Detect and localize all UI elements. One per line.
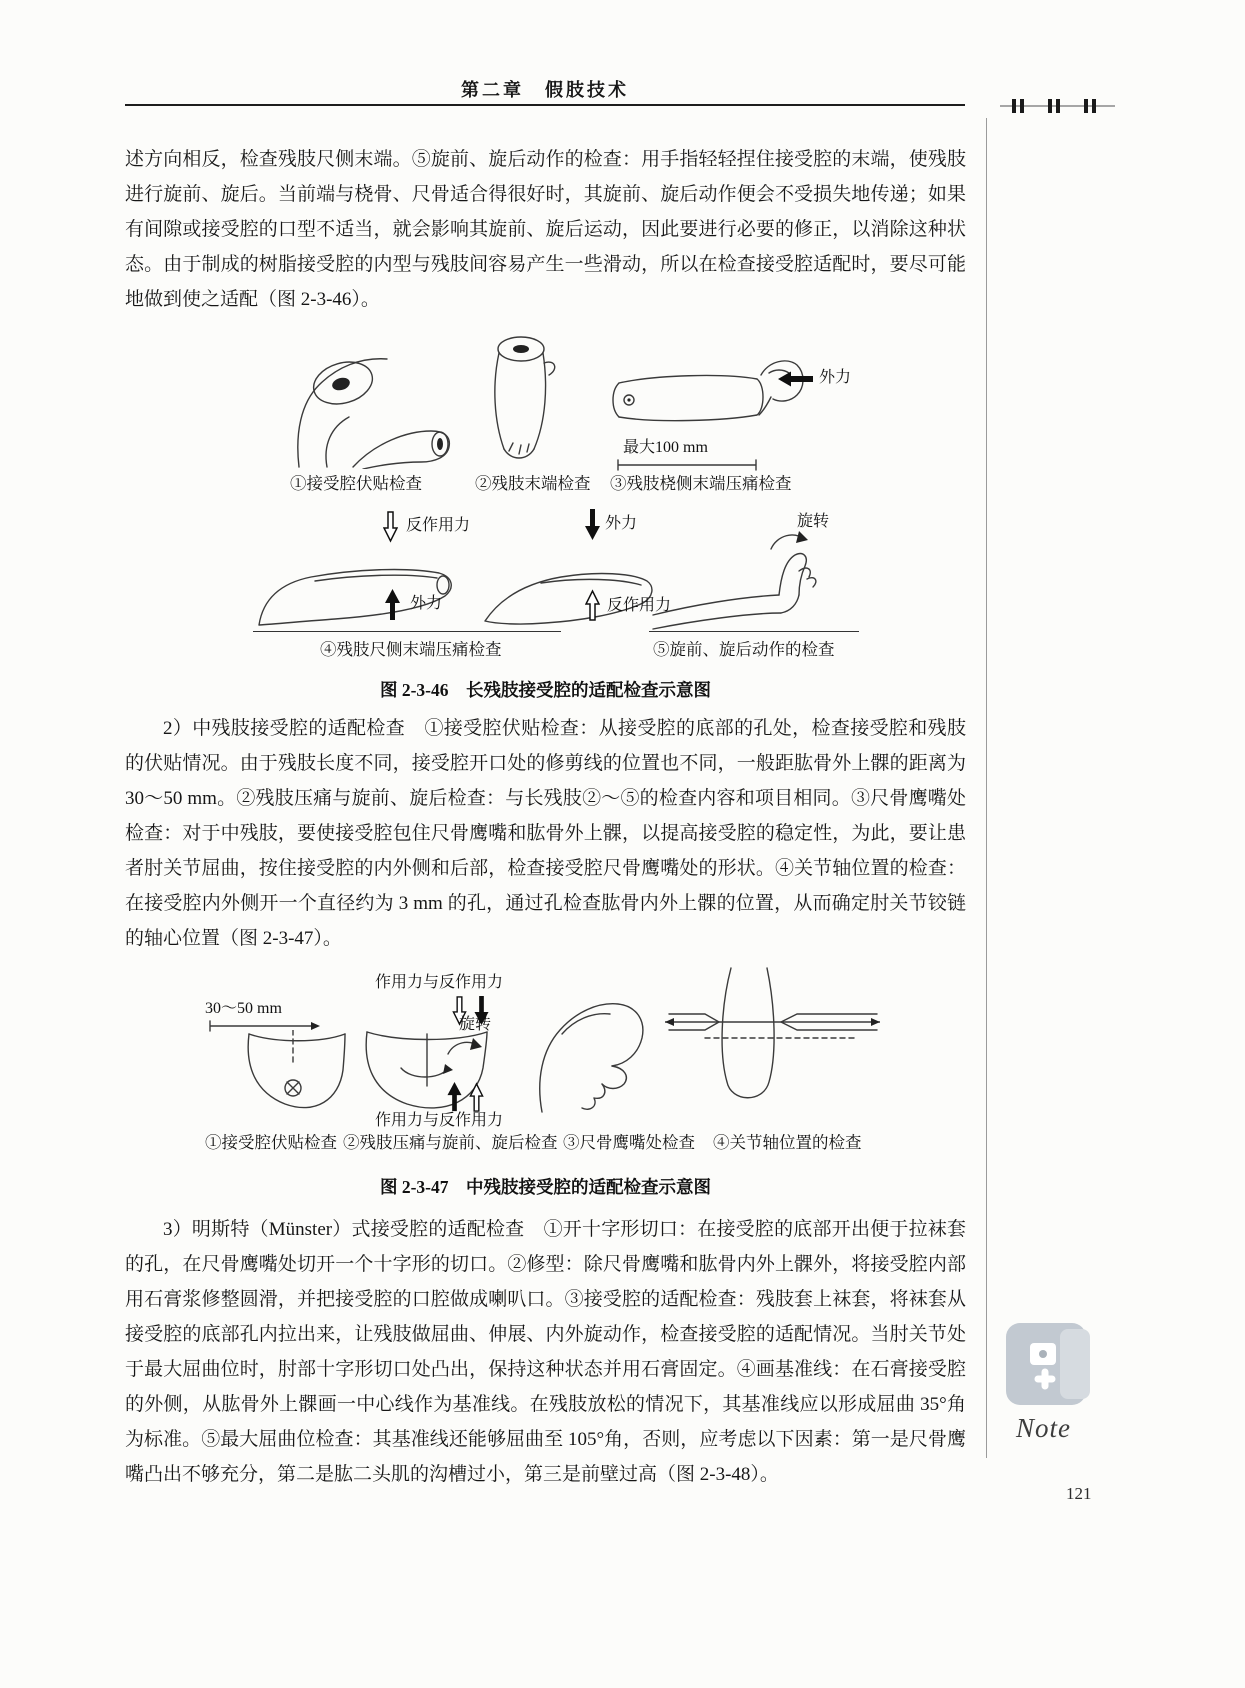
reaction-force-label: 反作用力 (406, 517, 471, 534)
range-30-50mm-label: 30～50 mm (205, 1000, 282, 1017)
figure-2-3-47 (125, 964, 966, 1202)
external-force-label: 外力 (410, 595, 443, 612)
rotation-label: 旋转 (459, 1016, 492, 1033)
body-paragraph-3: 3）明斯特（Münster）式接受腔的适配检查 ①开十字形切口：在接受腔的底部开出便于拉袜套的孔，在尺骨鹰嘴处切开一个十字形的切口。②修型：除尺骨鹰嘴和肱骨内外上髁外，将接受腔内部用石膏浆修整圆滑，并把接受腔的口腔做成喇叭口。③接受腔的适配检查：残肢套上袜套，将袜套从接受腔的底部孔内拉出来，让残肢做屈曲、伸展、内外旋动作，检查接受腔的适配情况。当肘关节处于最大屈曲位时，肘部十字形切口处凸出，保持这种状态并用石膏固定。④画基准线：在石膏接受腔的外侧，从肱骨外上髁画一中心线作为基准线。在残肢放松的情况下，其基准线应以形成屈曲 35°角为标准。⑤最大屈曲位检查：其基准线还能够屈曲至 105°角，否则，应考虑以下因素：第一是尺骨鹰嘴凸出不够充分，第二是肱二头肌的沟槽过小，第三是前壁过高（图 2-3-48）。 (125, 1219, 966, 1485)
figure2-caption-1: ①接受腔伏贴检查 (205, 1133, 337, 1152)
external-force-label: 外力 (605, 515, 638, 532)
note-icon (1002, 1315, 1097, 1410)
external-force-arrow-up-solid-icon (385, 589, 400, 621)
max-100mm-label: 最大100 mm (623, 439, 708, 456)
note-label: Note (1016, 1413, 1071, 1443)
sketch-ulnar-end-pressure-check-b (481, 541, 656, 631)
action-reaction-label: 作用力与反作用力 (375, 1112, 504, 1129)
sketch-socket-fit-mid (235, 1030, 355, 1120)
figure1-caption-2: ②残肢末端检查 (475, 474, 591, 493)
figure1-caption-1: ①接受腔伏贴检查 (290, 474, 422, 493)
sketch-olecranon-check (530, 992, 660, 1118)
figure1-caption-4: ④残肢尺侧末端压痛检查 (320, 640, 502, 659)
figure-2-3-46 (125, 325, 966, 701)
action-force-arrow-up-solid-icon (447, 1082, 462, 1112)
chapter-header: 第二章 假肢技术 (461, 80, 629, 100)
reaction-force-arrow-up-hollow-icon (469, 1082, 484, 1112)
sketch-stump-end-check (477, 329, 572, 467)
action-reaction-label: 作用力与反作用力 (375, 974, 504, 991)
figure2-caption-3: ③尺骨鹰嘴处检查 (563, 1133, 695, 1152)
sketch-ulnar-end-pressure-check-a (255, 541, 460, 631)
figure2-title: 图 2-3-47 中残肢接受腔的适配检查示意图 (379, 1177, 712, 1197)
external-force-arrow-left-icon (777, 371, 813, 387)
external-force-label: 外力 (819, 369, 852, 386)
sketch-pronation-supination-check (649, 531, 864, 633)
body-paragraph-2: 2）中残肢接受腔的适配检查 ①接受腔伏贴检查：从接受腔的底部的孔处，检查接受腔和残肢的伏贴情况。由于残肢长度不同，接受腔开口处的修剪线的位置也不同，一般距肱骨外上髁的距离为 30～50 mm。②残肢压痛与旋前、旋后检查：与长残肢②～⑤的检查内容和项目相同。③尺骨鹰嘴处检查：对于中残肢，要使接受腔包住尺骨鹰嘴和肱骨外上髁，以提高接受腔的稳定性，为此，要让患者肘关节屈曲，按住接受腔的内外侧和后部，检查接受腔尺骨鹰嘴处的形状。④关节轴位置的检查：在接受腔内外侧开一个直径约为 3 mm 的孔，通过孔检查肱骨内外上髁的位置，从而确定肘关节铰链的轴心位置（图 2-3-47）。 (125, 718, 966, 949)
rotation-label: 旋转 (797, 513, 830, 530)
page-body (125, 142, 966, 1492)
external-force-arrow-down-solid-icon (585, 509, 600, 541)
reaction-force-arrow-up-hollow-icon (585, 589, 600, 621)
figure2-caption-4: ④关节轴位置的检查 (713, 1133, 862, 1152)
header-deco-marks-icon (1000, 96, 1115, 116)
figure2-caption-2: ②残肢压痛与旋前、旋后检查 (343, 1133, 558, 1152)
reaction-force-arrow-down-hollow-icon (383, 511, 398, 543)
reaction-force-label: 反作用力 (607, 597, 672, 614)
sketch-joint-axis-check (665, 964, 880, 1116)
ground-line (649, 631, 859, 632)
ground-line (253, 631, 561, 632)
sketch-socket-fit-check (285, 329, 455, 469)
figure1-caption-5: ⑤旋前、旋后动作的检查 (653, 640, 835, 659)
side-rule (986, 118, 987, 1458)
figure1-title: 图 2-3-46 长残肢接受腔的适配检查示意图 (379, 680, 712, 700)
body-paragraph-1: 述方向相反，检查残肢尺侧末端。⑤旋前、旋后动作的检查：用手指轻轻捏住接受腔的末端，使残肢进行旋前、旋后。当前端与桡骨、尺骨适合得很好时，其旋前、旋后动作便会不受损失地传递；如果有间隙或接受腔的口型不适当，就会影响其旋前、旋后运动，因此要进行必要的修正，以消除这种状态。由于制成的树脂接受腔的内型与残肢间容易产生一些滑动，所以在检查接受腔适配时，要尽可能地做到使之适配（图 2-3-46）。 (125, 149, 966, 310)
figure1-caption-3: ③残肢桡侧末端压痛检查 (610, 474, 792, 493)
measurement-line-icon (617, 459, 757, 471)
page-number: 121 (1066, 1484, 1092, 1503)
header-rule (125, 104, 965, 106)
